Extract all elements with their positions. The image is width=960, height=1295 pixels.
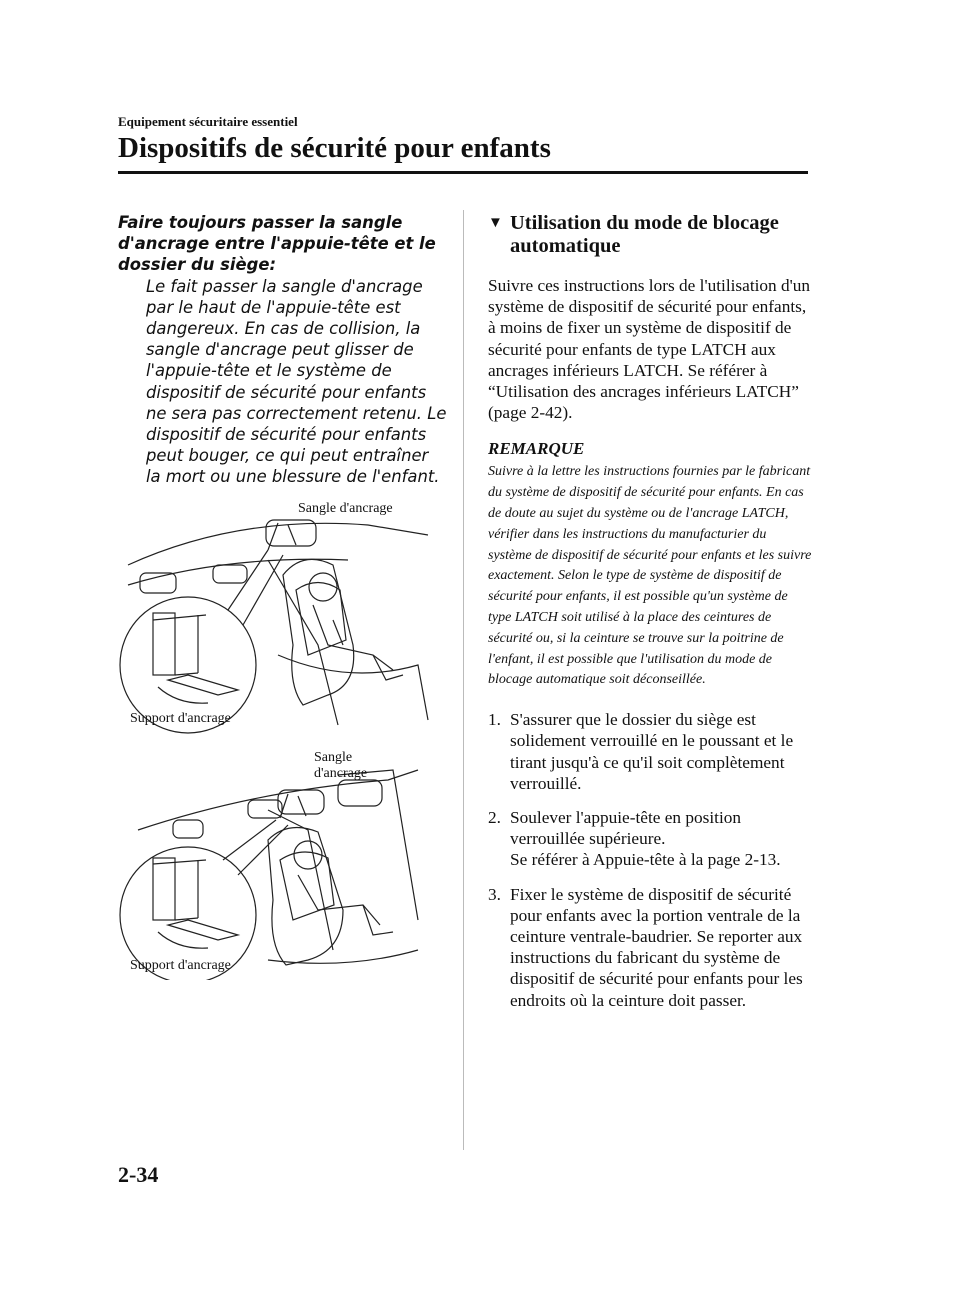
triangle-down-icon: ▼ [488,215,503,231]
note-title: REMARQUE [488,439,585,459]
subheading [488,212,813,258]
warning-block [118,212,448,488]
figure-tether-1 [118,495,438,735]
column-divider [463,210,464,1150]
step-text: Soulever l'appuie-tête en position verrouillée supérieure. Se référer à Appuie-tête à la page 2-13. [510,808,781,870]
step-item [488,807,813,871]
step-item [488,709,813,794]
note-body: Suivre à la lettre les instructions fournies par le fabricant du système de dispositif de sécurité pour enfants. En cas de doute au sujet du système ou de l'ancrage LATCH, vérifier dans les instructions du manufacturier du système de dispositif de sécurité pour enfants et les suivre exactement. Selon le type de système de dispositif de sécurité pour enfants, il est possible qu'un système de type LATCH soit utilisé à la place des ceintures de sécurité ou, si la ceinture se trouve sur la poitrine de l'enfant, il est possible que l'utilisation du mode de blocage automatique soit déconseillée. [488,464,812,688]
warning-body: Le fait passer la sangle d'ancrage par le haut de l'appuie-tête est dangereux. En cas de collision, la sangle d'ancrage peut glisser de l'appuie-tête et le système de dispositif de sécurité pour enfants ne sera pas correctement retenu. Le dispositif de sécurité pour enfants peut bouger, ce qui peut entraîner la mort ou une blessure de l'enfant. [146,276,447,487]
step-number: 2. [488,808,501,827]
anchor-bracket-label: Support d'ancrage [130,711,231,726]
section-label: Equipement sécuritaire essentiel [118,114,298,129]
steps-list [488,709,813,1011]
right-column [488,212,813,1024]
page-number: 2-34 [118,1162,159,1187]
anchor-bracket-label: Support d'ancrage [130,958,231,973]
step-text: S'assurer que le dossier du siège est solidement verrouillé en le poussant et le tirant jusqu'à ce qu'il soit complètement verrouillé. [510,710,794,793]
step-text: Fixer le système de dispositif de sécurité pour enfants avec la portion ventrale de la ceinture ventrale-baudrier. Se reporter aux instructions du fabricant du système de dispositif de sécurité pour enfants pour les endroits où la ceinture doit passer. [510,884,803,1010]
step-number: 1. [488,710,501,730]
step-item [488,884,813,1011]
intro-paragraph: Suivre ces instructions lors de l'utilisation d'un système de dispositif de sécurité pour enfants, à moins de fixer un système de dispositif de sécurité pour enfants de type LATCH aux ancrages inférieurs LATCH. Se référer à “Utilisation des ancrages inférieurs LATCH” (page 2-42). [488,276,811,423]
step-number: 3. [488,884,501,904]
child-seat-illustration-2 [118,750,438,980]
page-title: Dispositifs de sécurité pour enfants [118,132,551,164]
warning-lead: Faire toujours passer la sangle d'ancrage entre l'appuie-tête et le dossier du siège: [118,213,436,275]
figure-tether-2 [118,750,438,980]
subheading-text: Utilisation du mode de blocage automatique [510,212,779,257]
title-rule [118,171,808,174]
tether-strap-label: Sangle d'ancrage [298,501,393,516]
child-seat-illustration-1 [118,495,438,735]
tether-strap-label: Sangle d'ancrage [314,750,368,781]
